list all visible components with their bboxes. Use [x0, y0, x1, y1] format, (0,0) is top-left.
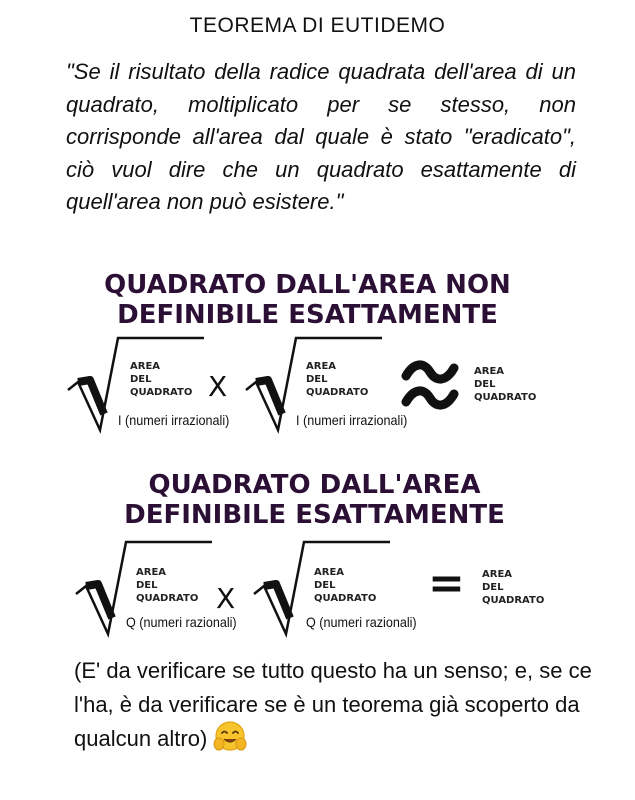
- theorem-quote: "Se il risultato della radice quadrata dell'area di un quadrato, moltiplicato per se stesso, non corrisponde all'area dal quale è stato "eradicato", ciò vuol dire che un quadrato esattamente di quell'area non può esistere.": [66, 59, 576, 214]
- multiply-sign: X: [208, 370, 228, 403]
- equals-sign: =: [428, 558, 465, 609]
- multiply-sign: X: [216, 582, 236, 615]
- irrational-subscript: I (numeri irrazionali): [296, 412, 408, 428]
- section1-heading-line2: DEFINIBILE ESATTAMENTE: [117, 300, 498, 330]
- rational-formula: [0, 528, 635, 648]
- radicand-text: AREA DEL QUADRATO: [136, 567, 199, 604]
- rational-subscript: Q (numeri razionali): [126, 614, 237, 630]
- irrational-subscript: I (numeri irrazionali): [118, 412, 230, 428]
- result-text: AREA DEL QUADRATO: [482, 569, 545, 606]
- closing-note: [74, 654, 594, 757]
- radicand-text: AREA DEL QUADRATO: [306, 361, 369, 398]
- page-title: TEOREMA DI EUTIDEMO: [189, 14, 446, 37]
- section1-heading: [0, 270, 625, 330]
- approximately-equal-icon: [400, 356, 460, 423]
- section2-heading: [0, 470, 632, 530]
- result-text: AREA DEL QUADRATO: [474, 366, 537, 403]
- irrational-formula: [0, 330, 635, 450]
- radicand-text: AREA DEL QUADRATO: [130, 361, 193, 398]
- section2-heading-line2: DEFINIBILE ESATTAMENTE: [124, 500, 505, 530]
- section2-heading-line1: QUADRATO DALL'AREA: [148, 470, 481, 500]
- radicand-text: AREA DEL QUADRATO: [314, 567, 377, 604]
- hugging-face-emoji-icon: [213, 720, 247, 754]
- rational-subscript: Q (numeri razionali): [306, 614, 417, 630]
- section1-heading-line1: QUADRATO DALL'AREA NON: [104, 270, 511, 300]
- closing-note-text: (E' da verificare se tutto questo ha un senso; e, se ce l'ha, è da verificare se è un teorema già scoperto da qualcun altro): [74, 658, 592, 751]
